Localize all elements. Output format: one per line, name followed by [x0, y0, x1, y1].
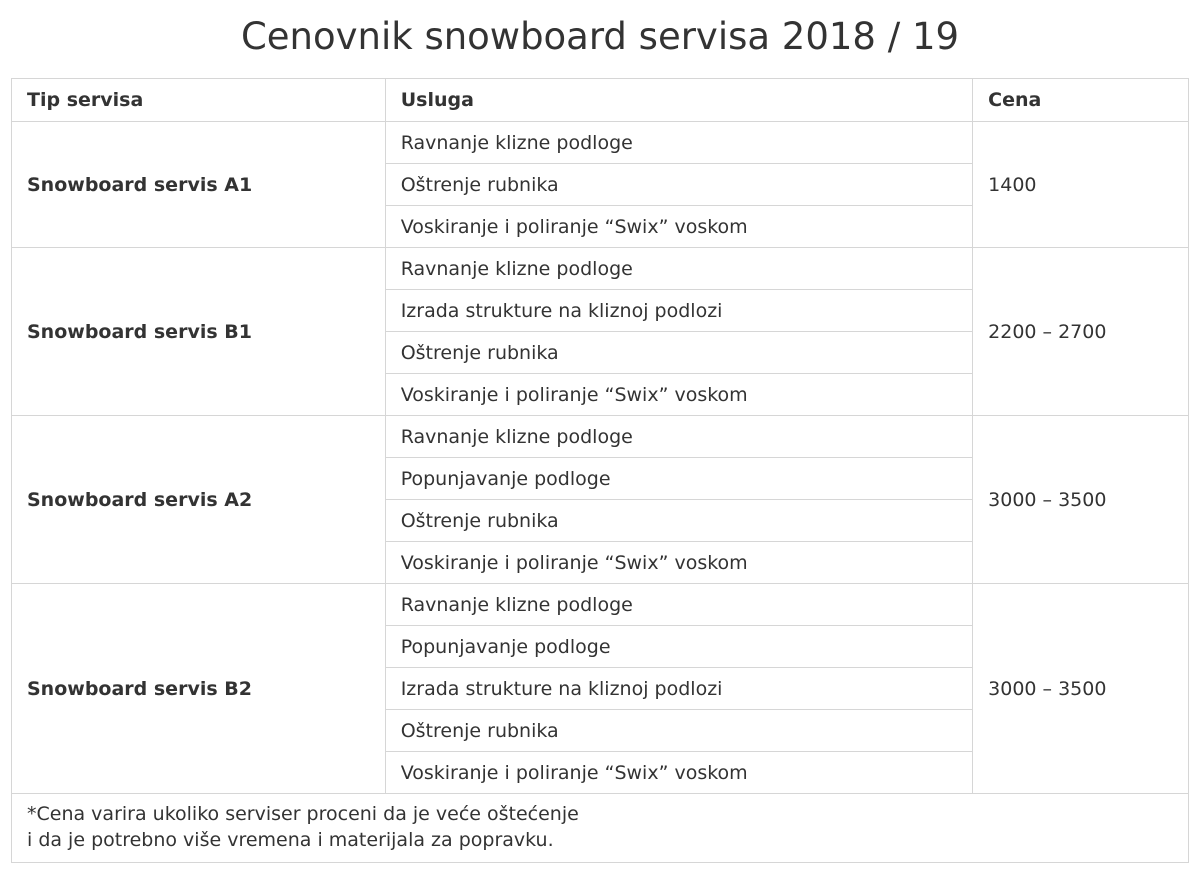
- footnote-line-2: i da je potrebno više vremena i materijala za popravku.: [27, 829, 554, 851]
- page-title: Cenovnik snowboard servisa 2018 / 19: [240, 15, 960, 58]
- footnote-row: [12, 794, 1189, 863]
- footnote-line-1: *Cena varira ukoliko serviser proceni da je veće oštećenje: [27, 803, 579, 825]
- service-cell: Ravnanje klizne podloge: [385, 122, 972, 164]
- service-cell: Oštrenje rubnika: [385, 332, 972, 374]
- header-row: [12, 79, 1189, 122]
- table-body: [12, 122, 1189, 863]
- price-cell: 3000 – 3500: [973, 416, 1189, 584]
- header-service: Usluga: [385, 79, 972, 122]
- service-cell: Oštrenje rubnika: [385, 164, 972, 206]
- header-type: Tip servisa: [12, 79, 386, 122]
- footnote: [12, 794, 1189, 863]
- table-row: [12, 248, 1189, 290]
- table-row: [12, 416, 1189, 458]
- service-cell: Voskiranje i poliranje “Swix” voskom: [385, 752, 972, 794]
- service-cell: Voskiranje i poliranje “Swix” voskom: [385, 374, 972, 416]
- table-row: [12, 584, 1189, 626]
- service-cell: Popunjavanje podloge: [385, 626, 972, 668]
- service-type-cell: Snowboard servis B1: [12, 248, 386, 416]
- service-cell: Ravnanje klizne podloge: [385, 248, 972, 290]
- service-cell: Voskiranje i poliranje “Swix” voskom: [385, 206, 972, 248]
- service-cell: Oštrenje rubnika: [385, 500, 972, 542]
- service-cell: Izrada strukture na kliznoj podlozi: [385, 290, 972, 332]
- service-cell: Izrada strukture na kliznoj podlozi: [385, 668, 972, 710]
- service-cell: Ravnanje klizne podloge: [385, 416, 972, 458]
- table-header: [12, 79, 1189, 122]
- service-type-cell: Snowboard servis B2: [12, 584, 386, 794]
- service-cell: Oštrenje rubnika: [385, 710, 972, 752]
- header-price: Cena: [973, 79, 1189, 122]
- price-cell: 1400: [973, 122, 1189, 248]
- price-cell: 3000 – 3500: [973, 584, 1189, 794]
- price-cell: 2200 – 2700: [973, 248, 1189, 416]
- table-row: [12, 122, 1189, 164]
- service-cell: Ravnanje klizne podloge: [385, 584, 972, 626]
- service-cell: Voskiranje i poliranje “Swix” voskom: [385, 542, 972, 584]
- service-type-cell: Snowboard servis A2: [12, 416, 386, 584]
- service-type-cell: Snowboard servis A1: [12, 122, 386, 248]
- price-table: [11, 78, 1189, 863]
- service-cell: Popunjavanje podloge: [385, 458, 972, 500]
